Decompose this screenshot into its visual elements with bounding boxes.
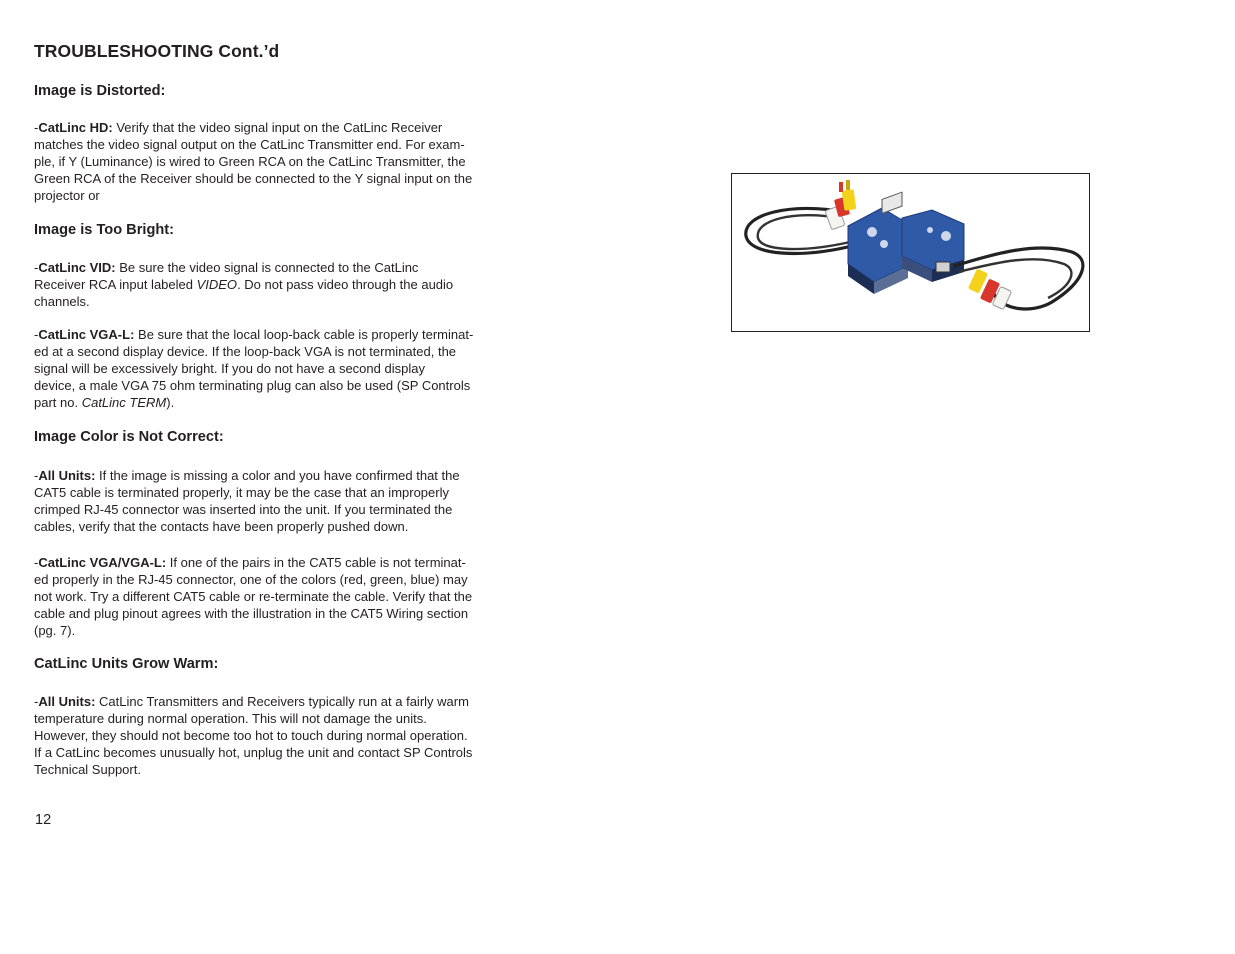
text-line xyxy=(34,170,516,187)
line-text: crimped RJ-45 connector was inserted into the unit. If you terminated the xyxy=(34,502,453,517)
unit-label: CatLinc VID: xyxy=(38,260,116,275)
paragraph xyxy=(34,119,516,204)
bullet-dash: - xyxy=(34,694,39,709)
unit-label: CatLinc VGA/VGA-L: xyxy=(38,555,167,570)
text-line xyxy=(34,727,516,744)
catlinc-receiver-unit xyxy=(902,210,964,282)
text-line xyxy=(34,326,516,343)
text-line xyxy=(34,571,516,588)
line-text: device, a male VGA 75 ohm terminating plug can also be used (SP Controls xyxy=(34,378,471,393)
unit-label: CatLinc HD: xyxy=(38,120,113,135)
left-rca-plugs xyxy=(825,180,856,230)
text-line xyxy=(34,343,516,360)
bullet-dash: - xyxy=(34,120,39,135)
line-text: If the image is missing a color and you have confirmed that the xyxy=(95,468,460,483)
text-line xyxy=(34,467,516,484)
text-line xyxy=(34,588,516,605)
line-text: temperature during normal operation. This will not damage the units. xyxy=(34,711,427,726)
text-line xyxy=(34,501,516,518)
line-text: matches the video signal output on the CatLinc Transmitter end. For exam- xyxy=(34,137,465,152)
text-line xyxy=(34,605,516,622)
section-heading: Image is Distorted: xyxy=(34,83,166,99)
text-line xyxy=(34,518,516,535)
bullet-dash: - xyxy=(34,260,39,275)
text-line xyxy=(34,484,516,501)
text-line xyxy=(34,136,516,153)
line-text: If one of the pairs in the CAT5 cable is not terminat- xyxy=(166,555,466,570)
line-text: projector or xyxy=(34,188,100,203)
line-text: not work. Try a different CAT5 cable or re-terminate the cable. Verify that the xyxy=(34,589,473,604)
line-text: Be sure that the local loop-back cable is properly terminat- xyxy=(134,327,474,342)
line-text: . Do not pass video through the audio xyxy=(237,277,454,292)
paragraph xyxy=(34,467,516,535)
line-text: ed at a second display device. If the loop-back VGA is not terminated, the xyxy=(34,344,457,359)
line-text: Verify that the video signal input on the CatLinc Receiver xyxy=(112,120,443,135)
line-text: ed properly in the RJ-45 connector, one of the colors (red, green, blue) may xyxy=(34,572,468,587)
line-text: (pg. 7). xyxy=(34,623,76,638)
unit-label: All Units: xyxy=(38,468,96,483)
text-line xyxy=(34,119,516,136)
catlinc-units-illustration xyxy=(732,174,1089,331)
line-text: ple, if Y (Luminance) is wired to Green RCA on the CatLinc Transmitter, the xyxy=(34,154,466,169)
text-line xyxy=(34,276,516,293)
text-line xyxy=(34,360,516,377)
section-heading: CatLinc Units Grow Warm: xyxy=(34,656,219,672)
paragraph xyxy=(34,693,516,778)
emphasis-text: CatLinc TERM xyxy=(81,395,167,410)
text-line xyxy=(34,744,516,761)
line-text: cables, verify that the contacts have been properly pushed down. xyxy=(34,519,409,534)
product-photo xyxy=(731,173,1090,332)
line-text: Receiver RCA input labeled xyxy=(34,277,197,292)
section-heading: Image is Too Bright: xyxy=(34,222,174,238)
line-text: ). xyxy=(166,395,175,410)
unit-label: CatLinc VGA-L: xyxy=(38,327,135,342)
text-line xyxy=(34,293,516,310)
unit-label: All Units: xyxy=(38,694,96,709)
line-text: signal will be excessively bright. If you do not have a second display xyxy=(34,361,425,376)
paragraph xyxy=(34,554,516,639)
emphasis-text: VIDEO xyxy=(196,277,238,292)
text-line xyxy=(34,554,516,571)
text-line xyxy=(34,622,516,639)
text-line xyxy=(34,153,516,170)
bullet-dash: - xyxy=(34,555,39,570)
line-text: part no. xyxy=(34,395,82,410)
line-text: CatLinc Transmitters and Receivers typically run at a fairly warm xyxy=(95,694,469,709)
line-text: However, they should not become too hot to touch during normal operation. xyxy=(34,728,468,743)
paragraph xyxy=(34,259,516,310)
line-text: Green RCA of the Receiver should be connected to the Y signal input on the xyxy=(34,171,473,186)
right-rca-plugs xyxy=(968,268,1012,309)
text-line xyxy=(34,259,516,276)
line-text: If a CatLinc becomes unusually hot, unplug the unit and contact SP Controls xyxy=(34,745,473,760)
text-line xyxy=(34,187,516,204)
paragraph xyxy=(34,326,516,411)
section-heading: Image Color is Not Correct: xyxy=(34,429,224,445)
text-line xyxy=(34,377,516,394)
text-line xyxy=(34,693,516,710)
bullet-dash: - xyxy=(34,468,39,483)
line-text: CAT5 cable is terminated properly, it may be the case that an improperly xyxy=(34,485,449,500)
text-line xyxy=(34,761,516,778)
page-number: 12 xyxy=(35,812,52,828)
page-title: TROUBLESHOOTING Cont.’d xyxy=(34,41,280,61)
line-text: Technical Support. xyxy=(34,762,141,777)
line-text: cable and plug pinout agrees with the illustration in the CAT5 Wiring section xyxy=(34,606,469,621)
text-line xyxy=(34,710,516,727)
line-text: Be sure the video signal is connected to the CatLinc xyxy=(115,260,419,275)
text-line xyxy=(34,394,516,411)
bullet-dash: - xyxy=(34,327,39,342)
line-text: channels. xyxy=(34,294,90,309)
